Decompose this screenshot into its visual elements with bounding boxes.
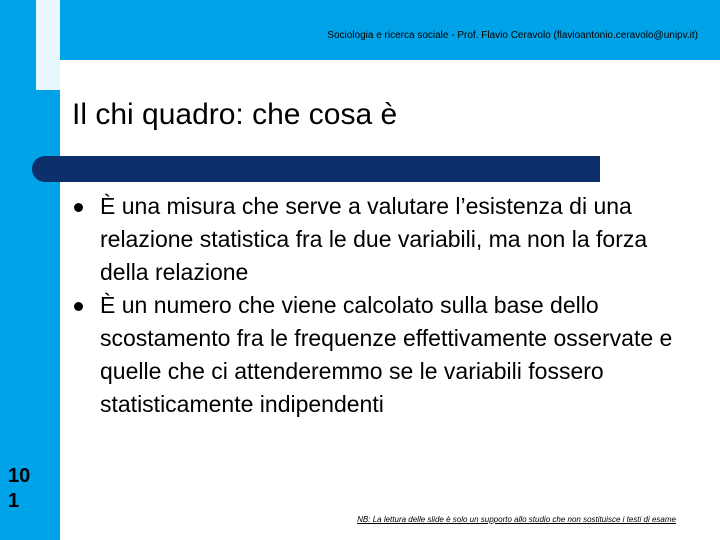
bullet-dot-icon	[74, 203, 83, 212]
header-credit: Sociologia e ricerca sociale - Prof. Flavio Ceravolo (flavioantonio.ceravolo@unipv.it)	[327, 30, 698, 41]
bullet-item	[72, 190, 692, 289]
slide-number-line1: 10	[8, 465, 31, 487]
bullet-list	[72, 190, 692, 421]
slide-number-line2: 1	[8, 490, 20, 512]
slide-number	[8, 464, 54, 514]
title-divider	[32, 156, 600, 182]
bullet-text: È un numero che viene calcolato sulla base dello scostamento fra le frequenze effettivamente osservate e quelle che ci attenderemmo se le variabili fossero statisticamente indipendenti	[100, 292, 673, 417]
corner-decoration	[36, 0, 60, 90]
slide-title: Il chi quadro: che cosa è	[72, 98, 398, 131]
bullet-text: È una misura che serve a valutare l’esistenza di una relazione statistica fra le due variabili, ma non la forza della relazione	[100, 193, 648, 285]
bullet-dot-icon	[74, 302, 83, 311]
footnote: NB: La lettura delle slide è solo un supporto allo studio che non sostituisce i testi di esame	[357, 515, 676, 524]
bullet-item	[72, 289, 692, 421]
